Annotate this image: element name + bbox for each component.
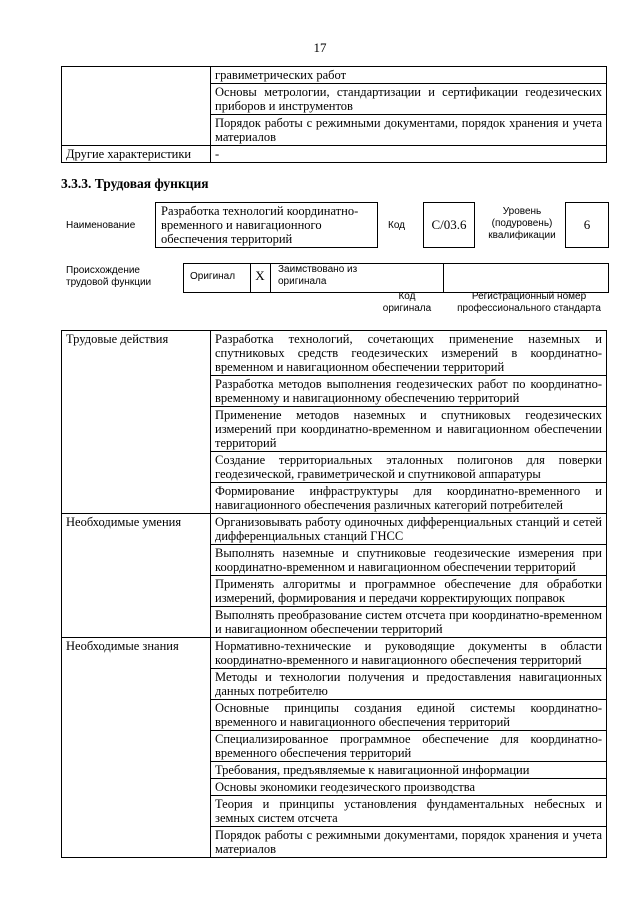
table-cell: Основы экономики геодезического производства xyxy=(211,779,607,796)
reg-number-label: Регистрационный номер профессионального стандарта xyxy=(457,291,601,314)
borrowed-label: Заимствовано из оригинала xyxy=(278,264,358,287)
table-cell: Выполнять наземные и спутниковые геодезические измерения при координатно-временном и навигационном обеспечении территорий xyxy=(211,545,607,576)
table-cell: Разработка технологий, сочетающих применение наземных и спутниковых средств геодезических измерений в координатно-временном и навигационном обеспечении территорий xyxy=(211,331,607,376)
code-original-label: Код оригинала xyxy=(382,291,432,314)
table-cell: Порядок работы с режимными документами, порядок хранения и учета материалов xyxy=(211,827,607,858)
table-row xyxy=(62,638,607,669)
original-mark: Х xyxy=(255,268,265,283)
origin-box xyxy=(183,263,609,293)
required-skills-label: Необходимые умения xyxy=(62,514,211,638)
table-cell: Специализированное программное обеспечение для координатно-временного обеспечения территорий xyxy=(211,731,607,762)
section-title: 3.3.3. Трудовая функция xyxy=(61,176,209,191)
top-table-cell: гравиметрических работ xyxy=(211,67,607,84)
labor-actions-label: Трудовые действия xyxy=(62,331,211,514)
origin-divider xyxy=(443,263,444,292)
name-label: Наименование xyxy=(66,220,136,231)
table-cell: Методы и технологии получения и предоставления навигационных данных потребителю xyxy=(211,669,607,700)
code-value: С/03.6 xyxy=(431,217,467,232)
table-cell: Создание территориальных эталонных полигонов для поверки геодезической, гравиметрической и спутниковой аппаратуры xyxy=(211,452,607,483)
table-cell: Выполнять преобразование систем отсчета при координатно-временном и навигационном обеспечении территорий xyxy=(211,607,607,638)
table-cell: Разработка методов выполнения геодезических работ по координатно-временному и навигационному обеспечению территорий xyxy=(211,376,607,407)
main-table xyxy=(61,330,607,858)
level-value: 6 xyxy=(583,217,591,232)
table-cell: Нормативно-технические и руководящие документы в области координатно-временного и навигационного обеспечения территорий xyxy=(211,638,607,669)
name-box xyxy=(155,202,378,248)
top-table-cell: Порядок работы с режимными документами, порядок хранения и учета материалов xyxy=(211,115,607,146)
top-table-cell: Основы метрологии, стандартизации и сертификации геодезических приборов и инструментов xyxy=(211,84,607,115)
origin-divider xyxy=(270,263,271,292)
level-box xyxy=(565,202,609,248)
table-cell: Основные принципы создания единой системы координатно-временного и навигационного обеспечения территорий xyxy=(211,700,607,731)
code-box xyxy=(423,202,475,248)
level-label: Уровень (подуровень) квалификации xyxy=(488,206,556,241)
top-table xyxy=(61,66,607,163)
other-characteristics-value: - xyxy=(211,146,607,163)
page-number: 17 xyxy=(313,40,327,55)
origin-label: Происхождение трудовой функции xyxy=(66,265,152,288)
original-label: Оригинал xyxy=(190,271,236,282)
table-cell: Применять алгоритмы и программное обеспечение для обработки измерений, формирования и передачи корректирующих поправок xyxy=(211,576,607,607)
table-cell: Теория и принципы установления фундаментальных небесных и земных систем отсчета xyxy=(211,796,607,827)
name-value: Разработка технологий координатно-временного и навигационного обеспечения территорий xyxy=(161,204,359,246)
table-row xyxy=(62,146,607,163)
code-label: Код xyxy=(388,220,406,231)
table-row xyxy=(62,67,607,84)
table-row xyxy=(62,514,607,545)
table-cell: Формирование инфраструктуры для координатно-временного и навигационного обеспечения различных категорий потребителей xyxy=(211,483,607,514)
top-table-label-cell xyxy=(62,67,211,146)
required-knowledge-label: Необходимые знания xyxy=(62,638,211,858)
table-row xyxy=(62,331,607,376)
table-cell: Применение методов наземных и спутниковых геодезических измерений при координатно-временном и навигационном обеспечении территорий xyxy=(211,407,607,452)
other-characteristics-label: Другие характеристики xyxy=(62,146,211,163)
table-cell: Требования, предъявляемые к навигационной информации xyxy=(211,762,607,779)
table-cell: Организовывать работу одиночных дифференциальных станций и сетей дифференциальных станций ГНСС xyxy=(211,514,607,545)
